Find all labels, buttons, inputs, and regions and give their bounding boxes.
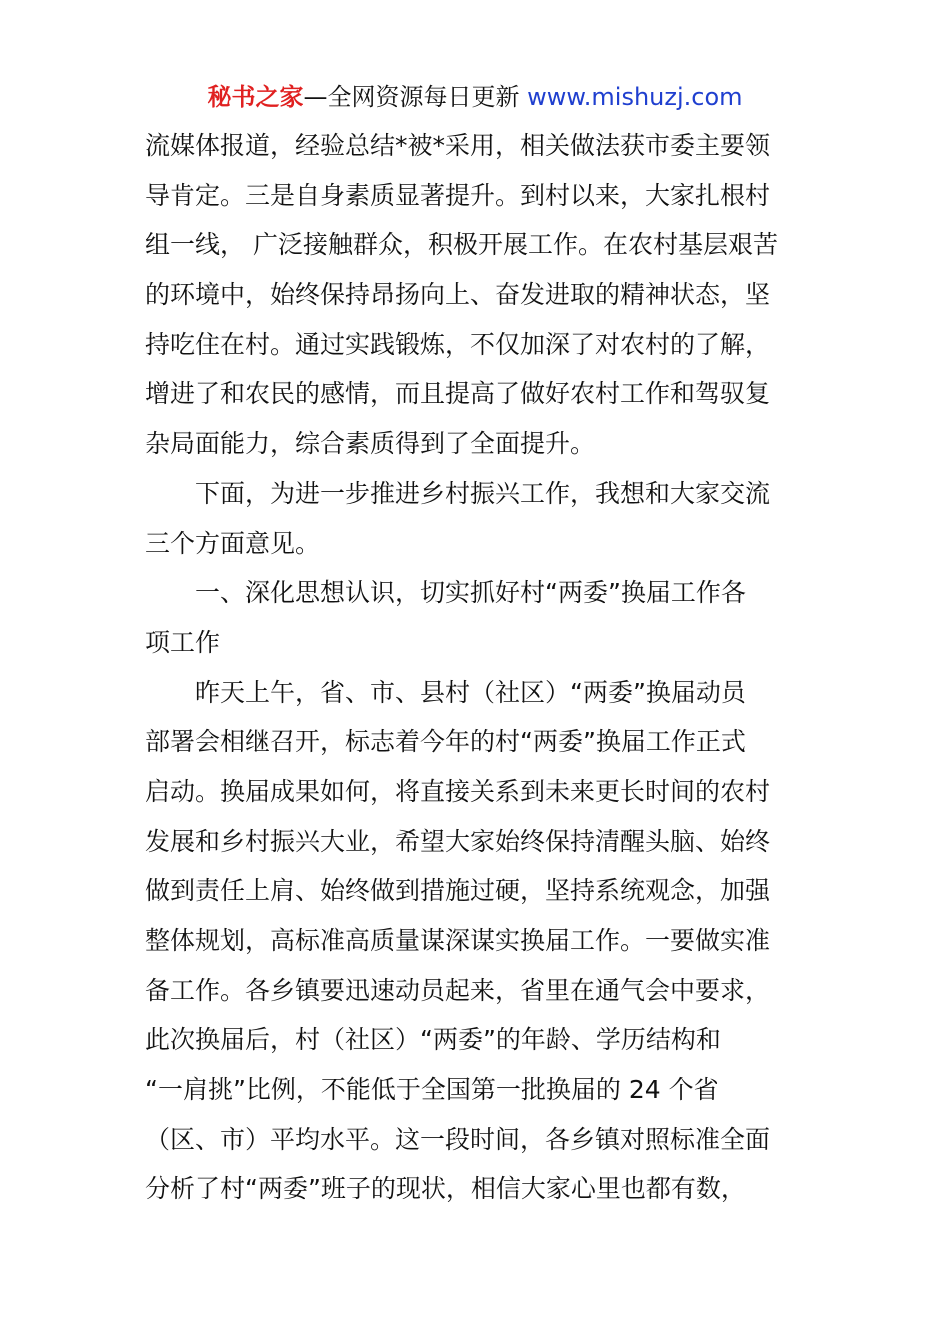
text-line: 组一线， 广泛接触群众，积极开展工作。在农村基层艰苦 bbox=[145, 230, 778, 260]
text-line: 整体规划，高标准高质量谋深谋实换届工作。一要做实准 bbox=[145, 926, 771, 955]
text-line: 流媒体报道，经验总结*被*采用，相关做法获市委主要领 bbox=[145, 131, 771, 160]
text-line: （区、市）平均水平。这一段时间，各乡镇对照标准全面 bbox=[145, 1124, 771, 1154]
text-line: 一、深化思想认识，切实抓好村“两委”换届工作各 bbox=[195, 578, 746, 608]
text-line: 此次换届后，村（社区）“两委”的年龄、学历结构和 bbox=[145, 1025, 721, 1055]
header-tagline: —全网资源每日更新 bbox=[303, 83, 528, 111]
text-line: 持吃住在村。通过实践锻炼，不仅加深了对农村的了解， bbox=[145, 329, 771, 359]
text-line: 部署会相继召开，标志着今年的村“两委”换届工作正式 bbox=[145, 727, 746, 757]
header-brand: 秘书之家 bbox=[207, 83, 304, 111]
text-line: 下面，为进一步推进乡村振兴工作，我想和大家交流 bbox=[195, 478, 771, 508]
text-line: 发展和乡村振兴大业，希望大家始终保持清醒头脑、始终 bbox=[145, 826, 771, 856]
text-line: 备工作。各乡镇要迅速动员起来，省里在通气会中要求， bbox=[145, 975, 771, 1005]
text-line: 做到责任上肩、始终做到措施过硬，坚持系统观念，加强 bbox=[145, 876, 771, 906]
text-line: 导肯定。三是自身素质显著提升。到村以来，大家扎根村 bbox=[145, 180, 771, 210]
text-line: 项工作 bbox=[145, 627, 221, 657]
text-line: 杂局面能力，综合素质得到了全面提升。 bbox=[145, 429, 596, 459]
text-line: 启动。换届成果如何，将直接关系到未来更长时间的农村 bbox=[145, 776, 771, 806]
text-line: 昨天上午，省、市、县村（社区）“两委”换届动员 bbox=[195, 677, 746, 707]
text-line: 三个方面意见。 bbox=[145, 528, 321, 558]
document-body bbox=[145, 121, 805, 1214]
text-line: 分析了村“两委”班子的现状，相信大家心里也都有数， bbox=[145, 1174, 746, 1204]
text-line: “一肩挑”比例，不能低于全国第一批换届的 24 个省 bbox=[145, 1075, 719, 1105]
text-line: 增进了和农民的感情，而且提高了做好农村工作和驾驭复 bbox=[145, 379, 771, 409]
text-line: 的环境中，始终保持昂扬向上、奋发进取的精神状态，坚 bbox=[145, 280, 771, 310]
page-header bbox=[0, 80, 950, 114]
header-url-link[interactable]: www.mishuzj.com bbox=[527, 83, 743, 111]
